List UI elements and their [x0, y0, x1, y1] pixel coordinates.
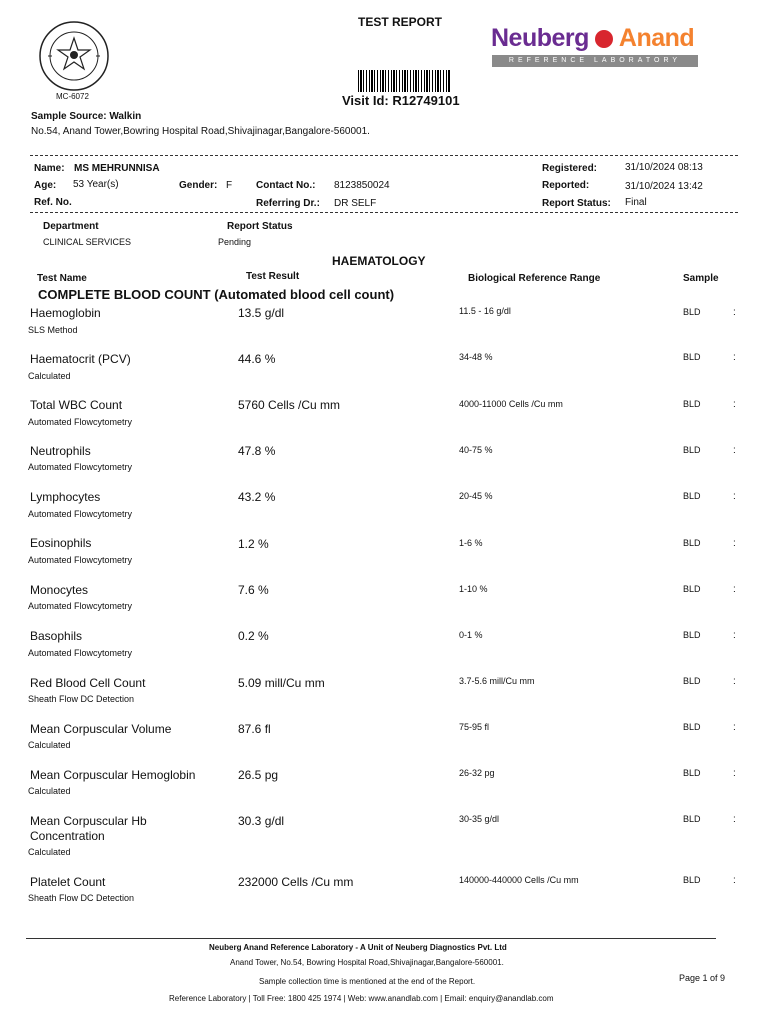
brand-logo	[491, 24, 694, 53]
test-method: Automated Flowcytometry	[28, 509, 133, 519]
test-method: Calculated	[28, 786, 71, 796]
registered-value: 31/10/2024 08:13	[625, 162, 703, 173]
test-sample: BLD	[683, 538, 701, 548]
page-edge-mark: :	[733, 352, 736, 363]
divider	[30, 155, 738, 156]
test-result: 87.6 fl	[238, 722, 271, 736]
footer-note: Sample collection time is mentioned at the end of the Report.	[259, 977, 476, 986]
test-name: Mean Corpuscular Hemoglobin	[30, 768, 196, 782]
test-sample: BLD	[683, 399, 701, 409]
report-title: TEST REPORT	[358, 15, 443, 29]
test-range: 20-45 %	[459, 491, 493, 501]
dept-status-label: Report Status	[227, 221, 293, 232]
test-method: Automated Flowcytometry	[28, 648, 133, 658]
test-method: Calculated	[28, 847, 71, 857]
brand-swirl-icon	[595, 30, 613, 48]
visit-id: Visit Id: R12749101	[342, 93, 460, 108]
test-name: Total WBC Count	[30, 398, 123, 412]
test-range: 1-10 %	[459, 584, 488, 594]
footer-contact: Reference Laboratory | Toll Free: 1800 425 1974 | Web: www.anandlab.com | Email: enquiry@anandlab.com	[169, 994, 554, 1003]
test-sample: BLD	[683, 814, 701, 824]
test-result: 47.8 %	[238, 444, 276, 458]
page-edge-mark: :	[733, 445, 736, 456]
test-method: Calculated	[28, 740, 71, 750]
test-name: Mean Corpuscular Hb	[30, 814, 147, 828]
test-name: Red Blood Cell Count	[30, 676, 146, 690]
brand-subtitle: REFERENCE LABORATORY	[492, 55, 698, 67]
test-method: SLS Method	[28, 325, 78, 335]
footer-lab-name: Neuberg Anand Reference Laboratory - A Unit of Neuberg Diagnostics Pvt. Ltd	[209, 943, 507, 952]
test-name: Haemoglobin	[30, 306, 101, 320]
divider	[30, 212, 738, 213]
referring-value: DR SELF	[334, 198, 377, 209]
test-range: 11.5 - 16 g/dl	[459, 306, 511, 316]
test-range: 140000-440000 Cells /Cu mm	[459, 875, 579, 885]
sample-source: Sample Source: Walkin	[31, 111, 142, 122]
mc-code: MC-6072	[56, 92, 89, 101]
test-name: Lymphocytes	[30, 490, 101, 504]
footer-address: Anand Tower, No.54, Bowring Hospital Road,Shivajinagar,Bangalore-560001.	[230, 958, 504, 967]
test-sample: BLD	[683, 352, 701, 362]
brand-name-part2: Anand	[618, 24, 695, 52]
barcode	[358, 70, 450, 92]
dept-status-value: Pending	[218, 237, 252, 247]
test-method: Sheath Flow DC Detection	[28, 893, 135, 903]
name-label: Name:	[34, 163, 65, 174]
page-edge-mark: :	[733, 584, 736, 595]
test-name: Eosinophils	[30, 536, 92, 550]
page-edge-mark: :	[733, 768, 736, 779]
patient-name: MS MEHRUNNISA	[74, 163, 160, 174]
page-edge-mark: :	[733, 491, 736, 502]
test-name: Platelet Count	[30, 875, 106, 889]
test-method: Automated Flowcytometry	[28, 555, 133, 565]
test-name: Mean Corpuscular Volume	[30, 722, 172, 736]
test-sample: BLD	[683, 307, 701, 317]
test-range: 0-1 %	[459, 630, 483, 640]
col-test-name: Test Name	[37, 273, 87, 284]
test-sample: BLD	[683, 768, 701, 778]
test-method: Calculated	[28, 371, 71, 381]
page-edge-mark: :	[733, 399, 736, 410]
test-sample: BLD	[683, 445, 701, 455]
department-value: CLINICAL SERVICES	[43, 237, 132, 247]
test-range: 30-35 g/dl	[459, 814, 500, 824]
test-range: 26-32 pg	[459, 768, 495, 778]
col-test-result: Test Result	[246, 271, 300, 282]
test-range: 75-95 fl	[459, 722, 490, 732]
test-result: 0.2 %	[238, 629, 269, 643]
test-name: Neutrophils	[30, 444, 91, 458]
test-sample: BLD	[683, 491, 701, 501]
test-range: 40-75 %	[459, 445, 493, 455]
test-result: 44.6 %	[238, 352, 276, 366]
test-range: 1-6 %	[459, 538, 483, 548]
page-edge-mark: :	[733, 676, 736, 687]
gender-value: F	[226, 180, 233, 191]
age-value: 53 Year(s)	[73, 179, 119, 190]
reported-label: Reported:	[542, 180, 590, 191]
page-edge-mark: :	[733, 307, 736, 318]
test-result: 1.2 %	[238, 537, 269, 551]
page-edge-mark: :	[733, 722, 736, 733]
test-range: 4000-11000 Cells /Cu mm	[459, 399, 563, 409]
test-sample: BLD	[683, 676, 701, 686]
test-name: Basophils	[30, 629, 83, 643]
reported-value: 31/10/2024 13:42	[625, 181, 703, 192]
department-label: Department	[43, 221, 99, 232]
test-sample: BLD	[683, 722, 701, 732]
test-result: 7.6 %	[238, 583, 269, 597]
test-result: 5760 Cells /Cu mm	[238, 398, 341, 412]
status-label: Report Status:	[542, 198, 611, 209]
ref-label: Ref. No.	[34, 197, 72, 208]
test-result: 26.5 pg	[238, 768, 279, 782]
test-result: 13.5 g/dl	[238, 306, 285, 320]
contact-value: 8123850024	[334, 180, 390, 191]
test-sample: BLD	[683, 584, 701, 594]
test-result: 232000 Cells /Cu mm	[238, 875, 354, 889]
test-method: Automated Flowcytometry	[28, 462, 133, 472]
accreditation-seal	[38, 20, 110, 92]
test-name: Monocytes	[30, 583, 89, 597]
contact-label: Contact No.:	[256, 180, 316, 191]
age-label: Age:	[34, 180, 57, 191]
col-reference-range: Biological Reference Range	[468, 273, 601, 284]
test-range: 3.7-5.6 mill/Cu mm	[459, 676, 535, 686]
test-result: 5.09 mill/Cu mm	[238, 676, 325, 690]
gender-label: Gender:	[179, 180, 218, 191]
page-edge-mark: :	[733, 814, 736, 825]
status-value: Final	[625, 197, 647, 208]
test-sample: BLD	[683, 630, 701, 640]
col-sample: Sample	[683, 273, 719, 284]
section-title: HAEMATOLOGY	[332, 254, 426, 268]
test-sample: BLD	[683, 875, 701, 885]
test-method: Sheath Flow DC Detection	[28, 694, 135, 704]
test-result: 43.2 %	[238, 490, 276, 504]
footer-divider	[26, 938, 716, 939]
lab-address: No.54, Anand Tower,Bowring Hospital Road,Shivajinagar,Bangalore-560001.	[31, 126, 370, 137]
test-method: Automated Flowcytometry	[28, 417, 133, 427]
test-name: Haematocrit (PCV)	[30, 352, 131, 366]
page-number: Page 1 of 9	[679, 973, 726, 983]
page-edge-mark: :	[733, 630, 736, 641]
referring-label: Referring Dr.:	[256, 198, 320, 209]
test-method: Automated Flowcytometry	[28, 601, 133, 611]
test-name-continued: Concentration	[30, 829, 105, 843]
registered-label: Registered:	[542, 163, 598, 174]
page-edge-mark: :	[733, 875, 736, 886]
test-result: 30.3 g/dl	[238, 814, 285, 828]
page-edge-mark: :	[733, 538, 736, 549]
brand-name-part1: Neuberg	[491, 24, 589, 52]
test-range: 34-48 %	[459, 352, 493, 362]
panel-title: COMPLETE BLOOD COUNT (Automated blood cell count)	[38, 287, 395, 302]
